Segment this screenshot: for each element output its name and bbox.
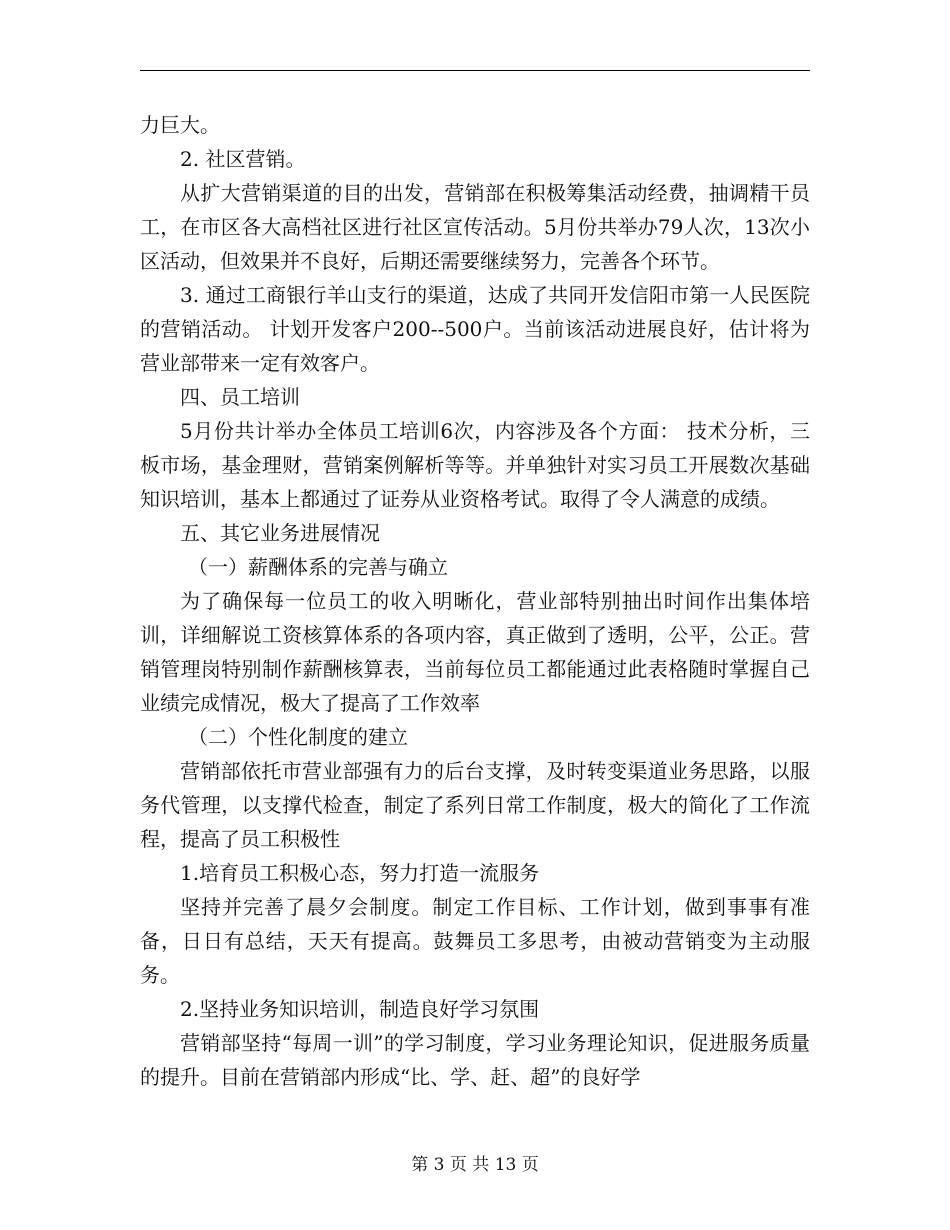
subsection-heading-salary: （一）薪酬体系的完善与确立 [188,555,448,579]
paragraph: 坚持并完善了晨夕会制度。制定工作目标、工作计划，做到事事有准备，日日有总结，天天有提高。鼓舞员工多思考，由被动营销变为主动服务。 [140,895,810,987]
paragraph: 5月份共计举办全体员工培训6次，内容涉及各个方面： 技术分析，三板市场，基金理财，营销案例解析等等。并单独针对实习员工开展数次基础知识培训，基本上都通过了证券从业资格考试。取得了令人满意的成绩。 [140,419,810,511]
section-item-2: 2. 社区营销。 [180,147,306,171]
header-rule [140,70,810,71]
paragraph: 营销部坚持“每周一训”的学习制度，学习业务理论知识，促进服务质量的提升。目前在营销部内形成“比、学、赶、超”的良好学 [140,1031,810,1089]
document-body [140,108,810,1094]
list-item-2: 2.坚持业务知识培训，制造良好学习氛围 [180,997,540,1021]
section-heading-staff-training: 四、员工培训 [180,385,300,409]
section-heading-other-business: 五、其它业务进展情况 [180,521,380,545]
paragraph: 从扩大营销渠道的目的出发，营销部在积极筹集活动经费，抽调精干员工，在市区各大高档社区进行社区宣传活动。5月份共举办79人次，13次小区活动，但效果并不良好，后期还需要继续努力，完善各个环节。 [140,181,810,273]
page-footer: 第 3 页 共 13 页 [411,1155,539,1175]
section-item-3: 3. 通过工商银行羊山支行的渠道，达成了共同开发信阳市第一人民医院的营销活动。 计划开发客户200--500户。当前该活动进展良好，估计将为营业部带来一定有效客户。 [140,283,810,375]
list-item-1: 1.培育员工积极心态，努力打造一流服务 [180,861,540,885]
paragraph: 营销部依托市营业部强有力的后台支撑，及时转变渠道业务思路，以服务代管理，以支撑代检查，制定了系列日常工作制度，极大的简化了工作流程，提高了员工积极性 [140,759,810,851]
paragraph: 力巨大。 [140,113,220,137]
subsection-heading-system: （二）个性化制度的建立 [188,725,408,749]
paragraph: 为了确保每一位员工的收入明晰化，营业部特别抽出时间作出集体培训，详细解说工资核算体系的各项内容，真正做到了透明，公平，公正。营销管理岗特别制作薪酬核算表，当前每位员工都能通过此表格随时掌握自己业绩完成情况，极大了提高了工作效率 [140,589,810,715]
